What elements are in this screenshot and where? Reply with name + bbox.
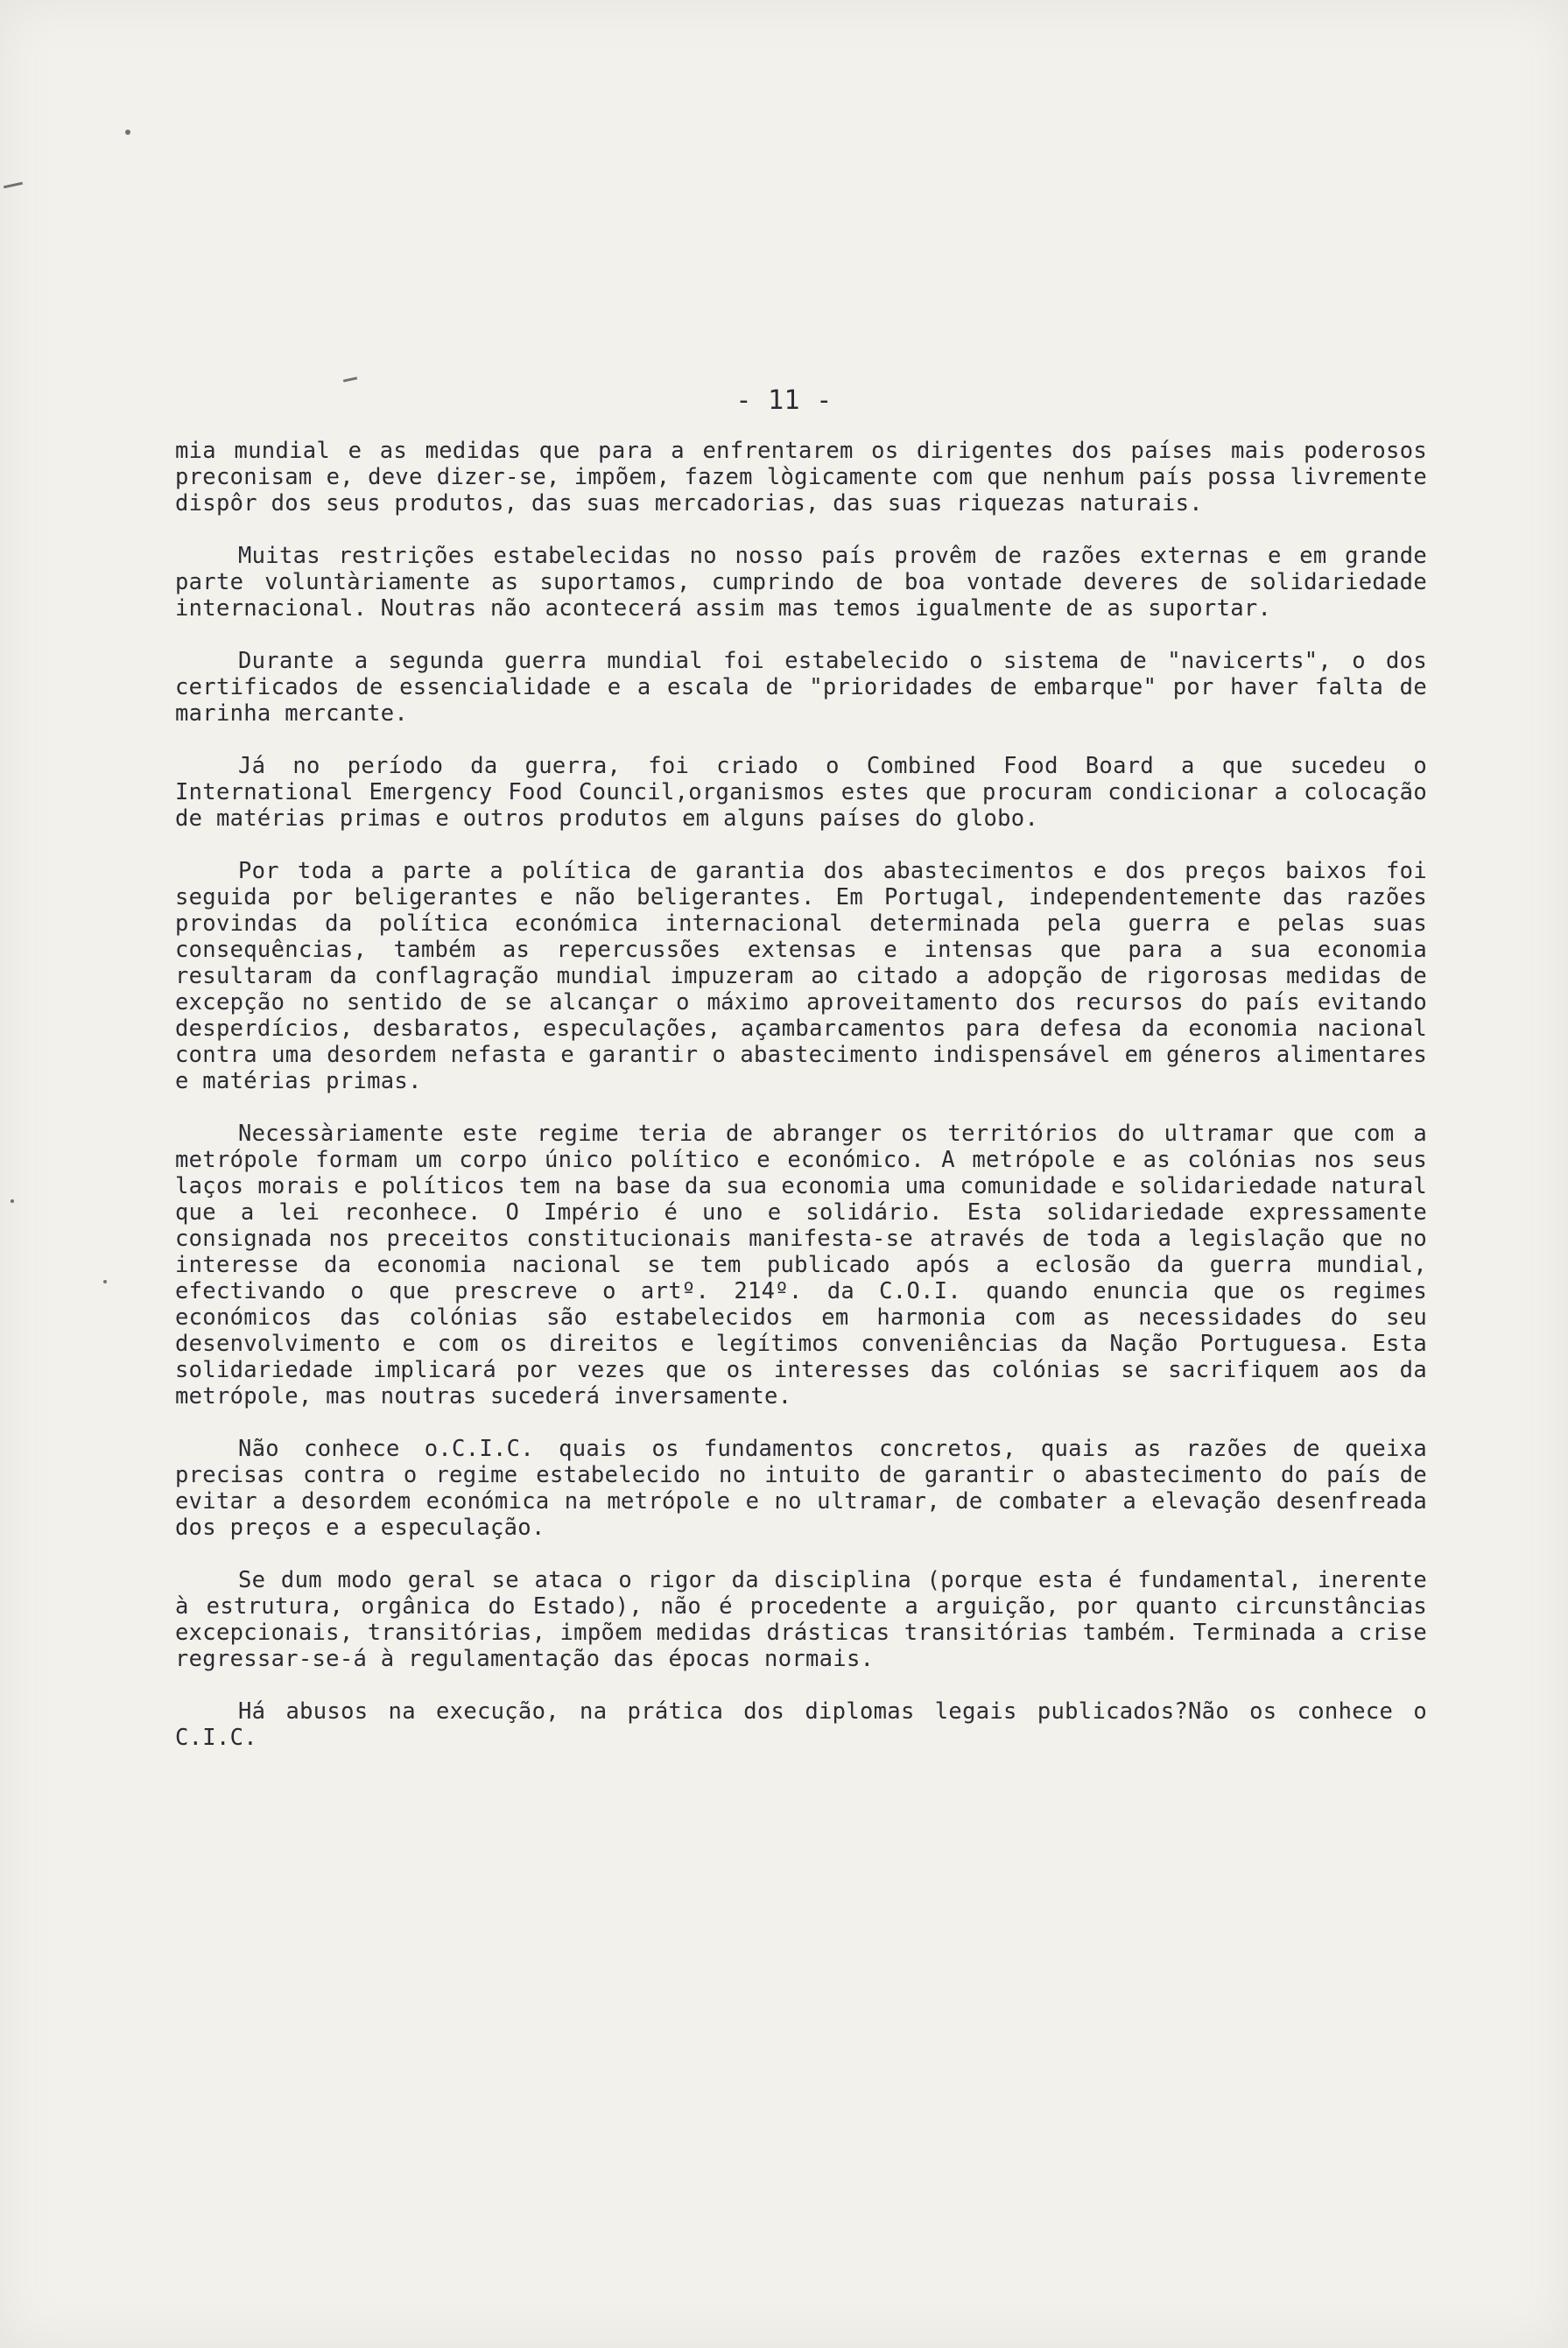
paper-speck — [125, 130, 130, 135]
paragraph: Se dum modo geral se ataca o rigor da disciplina (porque esta é fundamental, inerente à estrutura, orgânica do Estado), não é procedente a arguição, por quanto circunstâncias excepcionais, transitórias, impõem medidas drásticas transitórias também. Terminada a crise regressar-se-á à regulamentação das épocas normais. — [175, 1567, 1427, 1672]
paragraph: Necessàriamente este regime teria de abranger os territórios do ultramar que com a metrópole formam um corpo único político e económico. A metrópole e as colónias nos seus laços morais e políticos tem na base da sua economia uma comunidade e solidariedade natural que a lei reconhece. O Império é uno e solidário. Esta solidariedade expressamente consignada nos preceitos constitucionais manifesta-se através de toda a legislação que no interesse da economia nacional se tem publicado após a eclosão da guerra mundial, efectivando o que prescreve o artº. 214º. da C.O.I. quando enuncia que os regimes económicos das colónias são estabelecidos em harmonia com as necessidades do seu desenvolvimento e com os direitos e legítimos conveniências da Nação Portuguesa. Esta solidariedade implicará por vezes que os interesses das colónias se sacrifiquem aos da metrópole, mas noutras sucederá inversamente. — [175, 1121, 1427, 1410]
paragraph: Muitas restrições estabelecidas no nosso país provêm de razões externas e em grande parte voluntàriamente as suportamos, cumprindo de boa vontade deveres de solidariedade internacional. Noutras não acontecerá assim mas temos igualmente de as suportar. — [175, 543, 1427, 622]
paragraph: Por toda a parte a política de garantia dos abastecimentos e dos preços baixos foi seguida por beligerantes e não beligerantes. Em Portugal, independentemente das razões provindas da política económica internacional determinada pela guerra e pelas suas consequências, também as repercussões extensas e intensas que para a sua economia resultaram da conflagração mundial impuzeram ao citado a adopção de rigorosas medidas de excepção no sentido de se alcançar o máximo aproveitamento dos recursos do país evitando desperdícios, desbaratos, especulações, açambarcamentos para defesa da economia nacional contra uma desordem nefasta e garantir o abastecimento indispensável em géneros alimentares e matérias primas. — [175, 858, 1427, 1094]
paper-speck — [343, 376, 357, 382]
paragraph: Há abusos na execução, na prática dos diplomas legais publicados?Não os conhece o C.I.C. — [175, 1698, 1427, 1751]
paper-speck — [103, 1280, 107, 1283]
document-body — [175, 438, 1427, 1777]
paragraph: Já no período da guerra, foi criado o Combined Food Board a que sucedeu o International Emergency Food Council,organismos estes que procuram condicionar a colocação de matérias primas e outros produtos em alguns países do globo. — [175, 753, 1427, 832]
page-number: - 11 - — [735, 385, 833, 416]
paragraph: Durante a segunda guerra mundial foi estabelecido o sistema de "navicerts", o dos certificados de essencialidade e a escala de "prioridades de embarque" por haver falta de marinha mercante. — [175, 648, 1427, 727]
paper-speck — [11, 1199, 14, 1203]
paragraph: Não conhece o.C.I.C. quais os fundamentos concretos, quais as razões de queixa precisas contra o regime estabelecido no intuito de garantir o abastecimento do país de evitar a desordem económica na metrópole e no ultramar, de combater a elevação desenfreada dos preços e a especulação. — [175, 1436, 1427, 1541]
paper-speck — [4, 182, 23, 189]
paragraph: mia mundial e as medidas que para a enfrentarem os dirigentes dos países mais poderosos preconisam e, deve dizer-se, impõem, fazem lògicamente com que nenhum país possa livremente dispôr dos seus produtos, das suas mercadorias, das suas riquezas naturais. — [175, 438, 1427, 517]
